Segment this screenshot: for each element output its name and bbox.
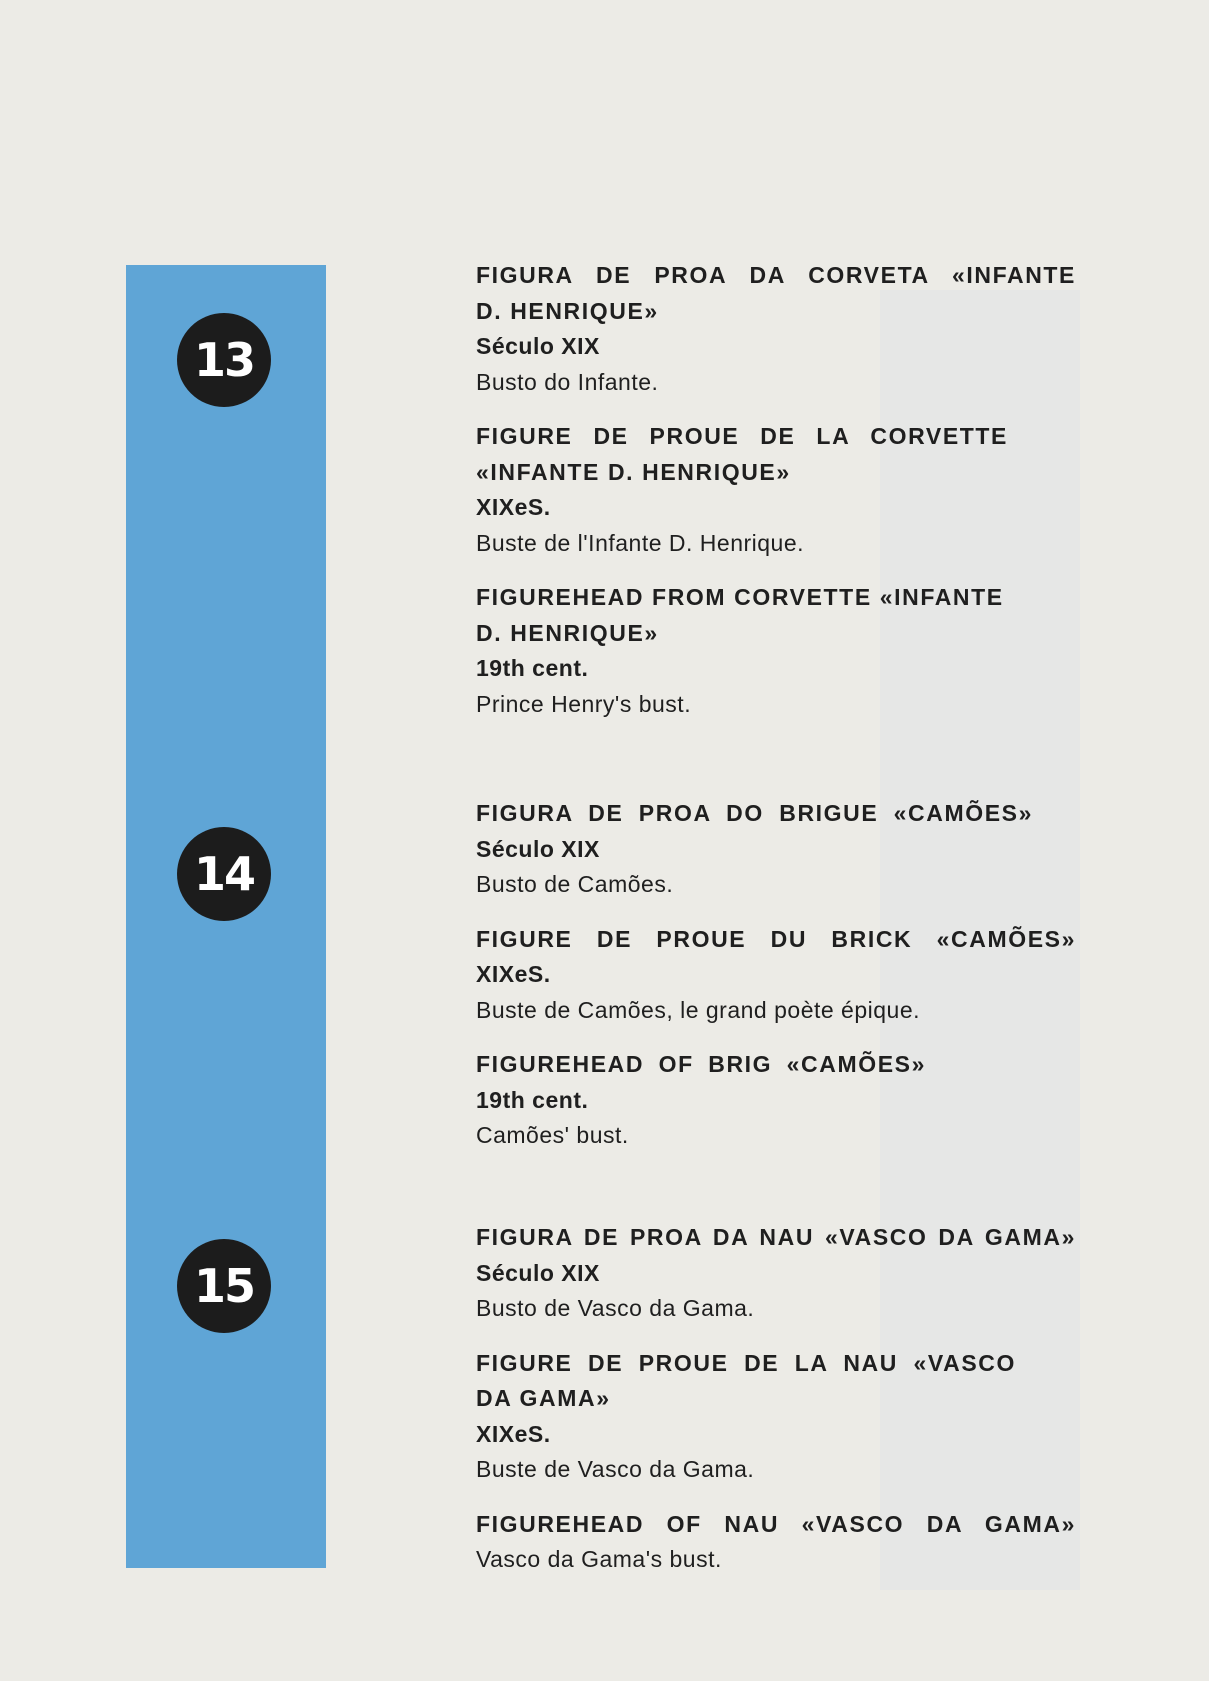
entry-title-line: DA GAMA» xyxy=(476,1385,611,1411)
catalog-entry-13 xyxy=(476,258,1076,722)
entry-block-french xyxy=(476,419,1076,561)
item-number-badge: 14 xyxy=(177,827,271,921)
entry-period: XIXeS. xyxy=(476,1420,551,1447)
entry-block-english xyxy=(476,1047,1076,1154)
catalog-entry-15 xyxy=(476,1220,1076,1578)
entry-description: Vasco da Gama's bust. xyxy=(476,1546,722,1572)
entry-description: Camões' bust. xyxy=(476,1122,629,1148)
entry-block-portuguese xyxy=(476,1220,1076,1327)
entry-title-line: FIGURE DE PROUE DU BRICK «CAMÕES» xyxy=(476,925,1076,952)
entry-title-line: FIGUREHEAD OF BRIG «CAMÕES» xyxy=(476,1051,926,1077)
entry-period: XIXeS. xyxy=(476,961,551,987)
entry-title-line: FIGURA DE PROA DO BRIGUE «CAMÕES» xyxy=(476,800,1033,826)
entry-title-line: FIGURE DE PROUE DE LA CORVETTE xyxy=(476,423,1008,449)
entry-title-line: FIGUREHEAD OF NAU «VASCO DA GAMA» xyxy=(476,1510,1076,1537)
entry-block-french xyxy=(476,922,1076,1029)
entry-block-portuguese xyxy=(476,258,1076,400)
entry-description: Buste de Vasco da Gama. xyxy=(476,1456,755,1482)
entry-block-english xyxy=(476,1507,1076,1578)
entry-title-line: FIGURA DE PROA DA NAU «VASCO DA GAMA» xyxy=(476,1224,1076,1250)
entry-period: Século XIX xyxy=(476,333,600,359)
entry-description: Busto de Camões. xyxy=(476,871,674,897)
entry-title-line: FIGURA DE PROA DA CORVETA «INFANTE xyxy=(476,262,1076,288)
entry-title-line: «INFANTE D. HENRIQUE» xyxy=(476,458,791,485)
entry-title-line: FIGUREHEAD FROM CORVETTE «INFANTE xyxy=(476,584,1004,610)
entry-description: Busto do Infante. xyxy=(476,368,659,395)
entry-description: Buste de Camões, le grand poète épique. xyxy=(476,996,921,1023)
entry-title-line: D. HENRIQUE» xyxy=(476,619,659,646)
entry-block-french xyxy=(476,1346,1076,1488)
entry-title-line: FIGURE DE PROUE DE LA NAU «VASCO xyxy=(476,1349,1016,1376)
entry-description: Prince Henry's bust. xyxy=(476,690,692,717)
entry-description: Busto de Vasco da Gama. xyxy=(476,1295,755,1321)
entry-period: 19th cent. xyxy=(476,655,589,681)
entry-title-line: D. HENRIQUE» xyxy=(476,297,659,324)
entry-period: Século XIX xyxy=(476,1259,600,1286)
entry-period: 19th cent. xyxy=(476,1086,589,1113)
entry-block-english xyxy=(476,580,1076,722)
entry-period: XIXeS. xyxy=(476,494,551,520)
item-number-badge: 13 xyxy=(177,313,271,407)
entry-description: Buste de l'Infante D. Henrique. xyxy=(476,529,805,556)
entry-period: Século XIX xyxy=(476,835,600,862)
entry-block-portuguese xyxy=(476,796,1076,903)
catalog-entry-14 xyxy=(476,796,1076,1154)
item-number-badge: 15 xyxy=(177,1239,271,1333)
